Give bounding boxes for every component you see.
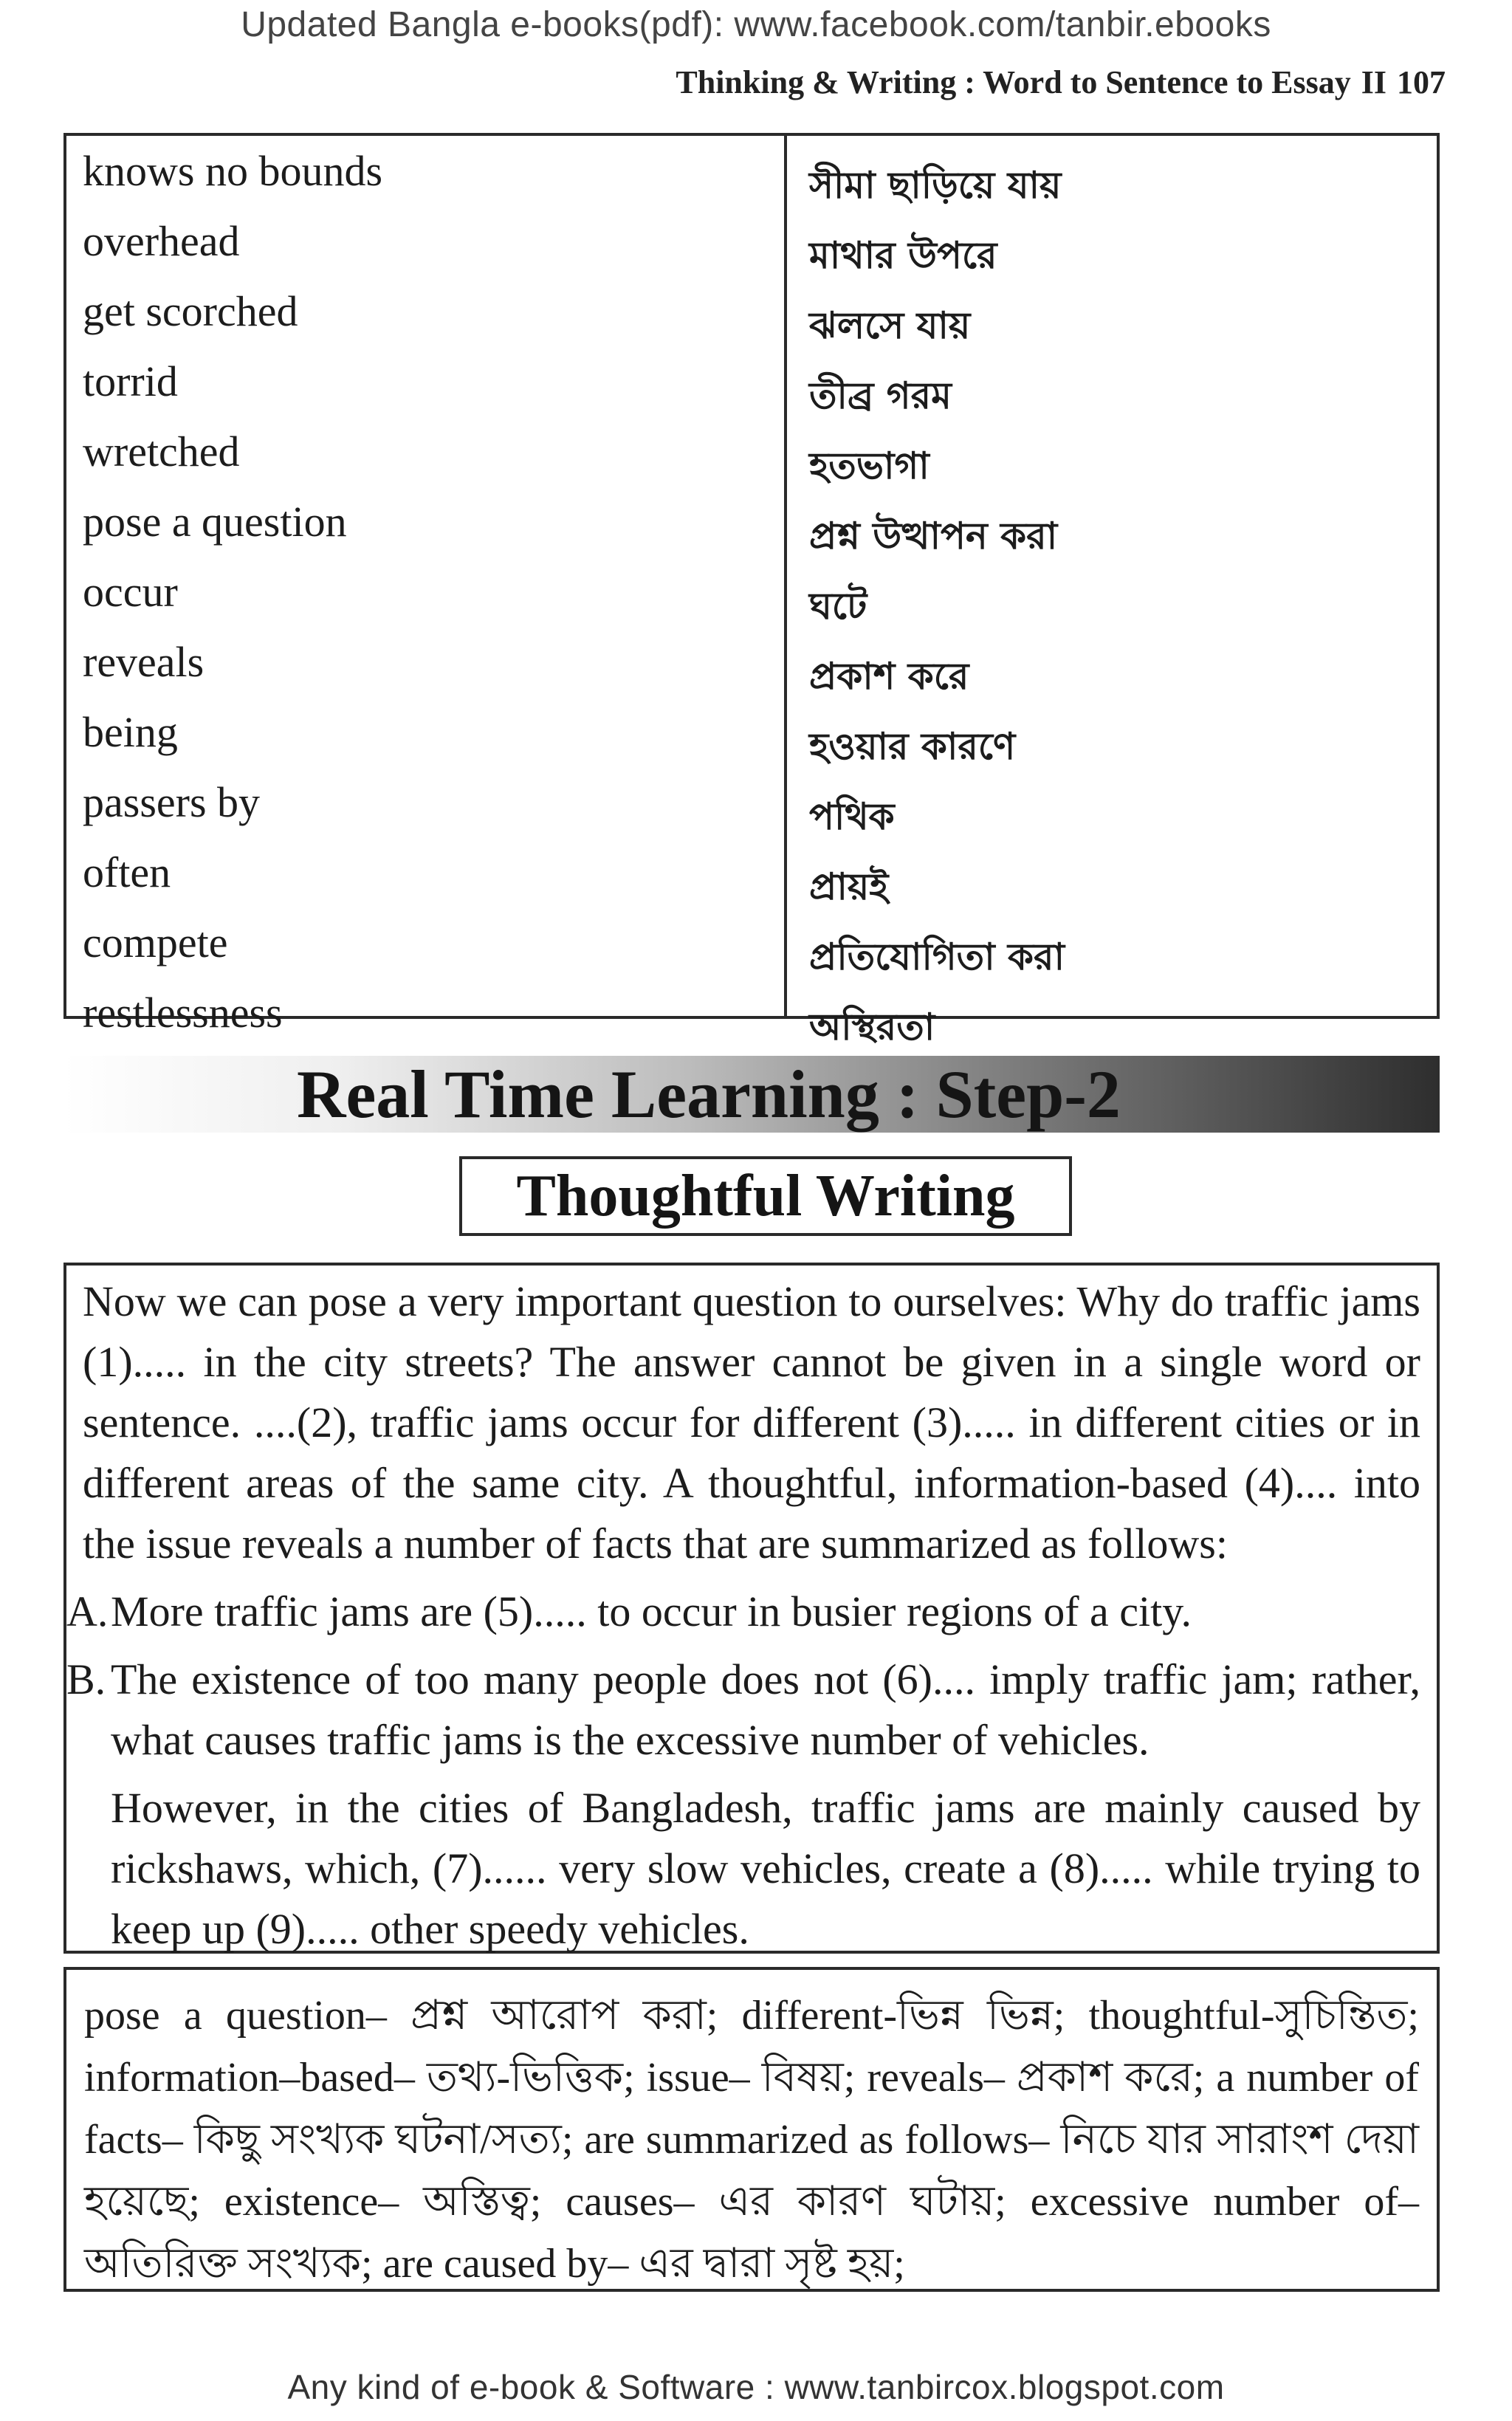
vocab-bn-meaning: প্রশ্ন উত্থাপন করা [809, 515, 1058, 557]
bottom-watermark-note: Any kind of e-book & Software : www.tanbircox.blogspot.com [287, 2368, 1225, 2406]
vocab-bn-meaning: অস্থিরতা [809, 1006, 935, 1048]
list-item-marker: A. [66, 1587, 109, 1635]
vocab-bn-meaning: তীব্র গরম [809, 374, 952, 417]
vocab-en-term: often [83, 848, 171, 896]
passage-list-item [66, 1649, 1420, 1771]
vocab-en-term: pose a question [83, 498, 347, 546]
passage-intro: Now we can pose a very important question to ourselves: Why do traffic jams (1)..... in the city streets? The answer cannot be given in a single word or sentence. ....(2), traffic jams occur for different (3)..... in different cities or in different areas of the same city. A thoughtful, information-based (4).... into the issue reveals a number of facts that are summarized as follows: [83, 1277, 1420, 1567]
list-item-text: More traffic jams are (5)..... to occur in busier regions of a city. [111, 1587, 1192, 1635]
vocab-bn-meaning: ঝলসে যায় [809, 304, 971, 347]
top-watermark-note: Updated Bangla e-books(pdf): www.facebook.com/tanbir.ebooks [241, 5, 1271, 44]
vocab-en-term: knows no bounds [83, 147, 383, 195]
list-item-text: The existence of too many people does not (6).... imply traffic jam; rather, what causes traffic jams is the excessive number of vehicles. [111, 1655, 1420, 1764]
running-title: Thinking & Writing : Word to Sentence to Essay [676, 64, 1351, 100]
vocab-bn-meaning: পথিক [809, 795, 895, 838]
vocab-bn-meaning: প্রতিযোগিতা করা [809, 935, 1065, 978]
vocab-en-term: torrid [83, 357, 178, 405]
vocab-en-term: passers by [83, 778, 261, 826]
passage-continuation: However, in the cities of Bangladesh, traffic jams are mainly caused by rickshaws, which, (7)...... very slow vehicles, create a (8)..... while trying to keep up (9)..... other speedy vehicles. [111, 1784, 1420, 1953]
vocab-bn-meaning: মাথার উপরে [809, 234, 997, 277]
vocabulary-bangla-column [787, 136, 1437, 1048]
page-number: 107 [1397, 64, 1446, 100]
vocab-en-term: wretched [83, 427, 240, 475]
vocab-bn-meaning: হওয়ার কারণে [809, 725, 1016, 768]
vocab-bn-meaning: প্রকাশ করে [809, 655, 969, 698]
section-subheading: Thoughtful Writing [459, 1156, 1072, 1236]
vocabulary-english-column [66, 136, 787, 1037]
vocab-bn-meaning: সীমা ছাড়িয়ে যায় [809, 164, 1062, 207]
vocab-en-term: overhead [83, 217, 240, 265]
running-header [676, 63, 1446, 101]
section-banner-title: Real Time Learning : Step-2 [297, 1057, 1121, 1132]
vocab-bn-meaning: ঘটে [809, 585, 867, 628]
section-banner [63, 1056, 1440, 1133]
vocabulary-table [63, 133, 1440, 1048]
list-item-marker: B. [66, 1655, 106, 1703]
vocab-en-term: occur [83, 568, 178, 616]
vocab-en-term: restlessness [83, 989, 283, 1037]
glossary-box: pose a question– প্রশ্ন আরোপ করা; different-ভিন্ন ভিন্ন; thoughtful-সুচিন্তিত; information–based– তথ্য-ভিত্তিক; issue– বিষয়; reveals– প্রকাশ করে; a number of facts– কিছু সংখ্যক ঘটনা/সত্য; are summarized as follows– নিচে যার সারাংশ দেয়া হয়েছে; existence– অস্তিত্ব; causes– এর কারণ ঘটায়; excessive number of– অতিরিক্ত সংখ্যক; are caused by– এর দ্বারা সৃষ্ট হয়; [63, 1967, 1440, 2292]
vocab-en-term: reveals [83, 638, 205, 686]
header-separator: II [1361, 64, 1386, 100]
vocab-bn-meaning: প্রায়ই [809, 865, 889, 908]
vocab-en-term: compete [83, 918, 228, 966]
vocab-bn-meaning: হতভাগা [809, 444, 929, 487]
exercise-passage [63, 1263, 1440, 1954]
vocab-en-term: get scorched [83, 287, 298, 335]
passage-list-item [66, 1582, 1420, 1642]
vocab-en-term: being [83, 708, 178, 756]
